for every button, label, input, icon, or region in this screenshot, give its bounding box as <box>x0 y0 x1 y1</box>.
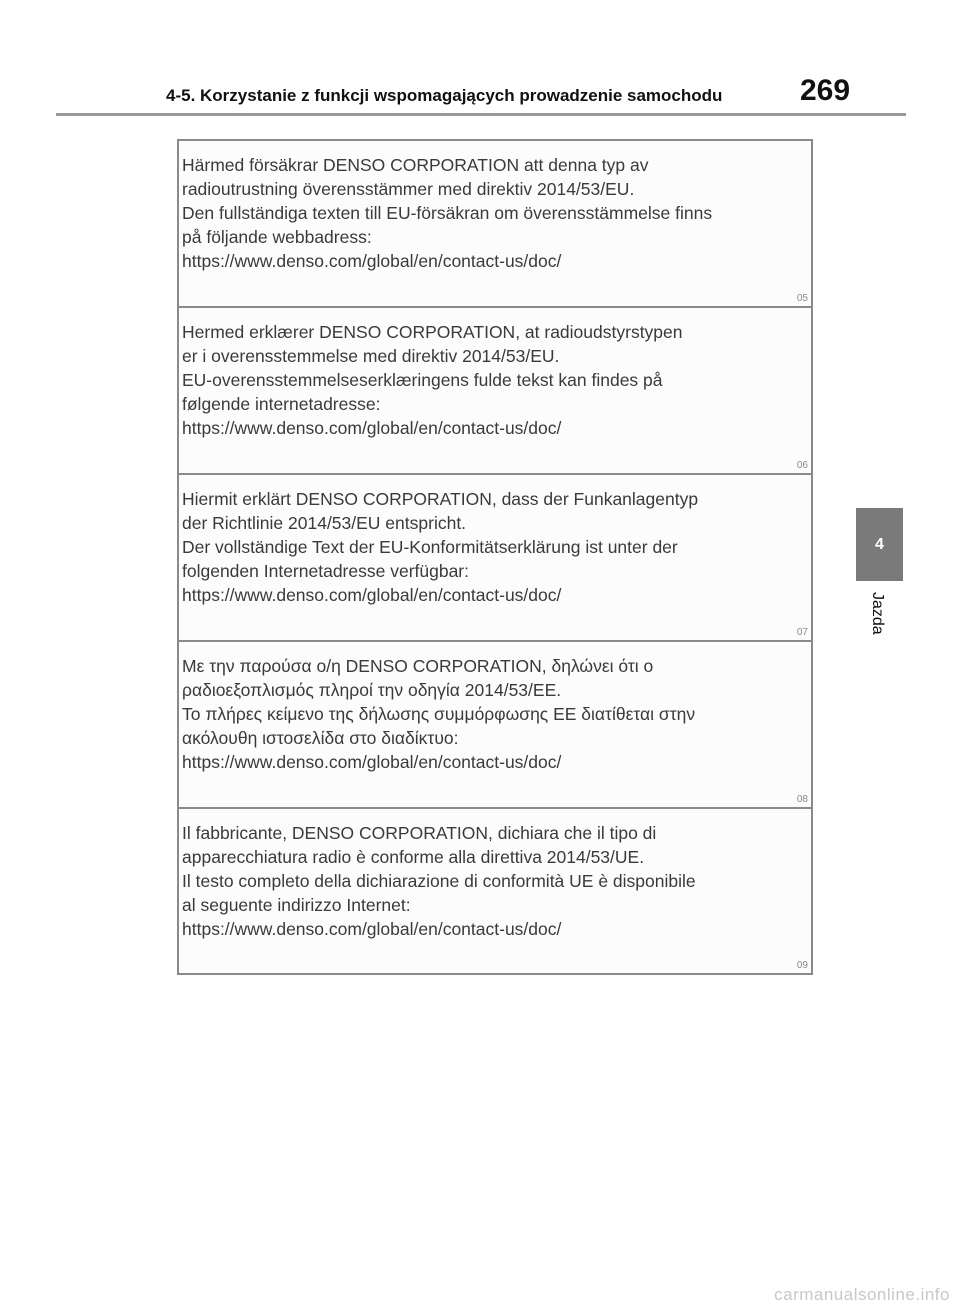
declaration-line: Härmed försäkrar DENSO CORPORATION att denna typ av <box>182 155 649 175</box>
page-number: 269 <box>800 74 851 107</box>
declaration-code: 05 <box>796 293 808 304</box>
page-header-title: 4-5. Korzystanie z funkcji wspomagających prowadzenie samochodu <box>166 86 723 105</box>
declaration-url: https://www.denso.com/global/en/contact-us/doc/ <box>182 585 562 605</box>
chapter-number: 4 <box>875 535 884 553</box>
watermark: carmanualsonline.info <box>774 1285 950 1304</box>
declaration-line: Den fullständiga texten till EU-försäkran om överensstämmelse finns <box>182 203 713 223</box>
declaration-code: 09 <box>796 960 808 971</box>
declaration-code: 08 <box>796 794 808 805</box>
declaration-block <box>179 308 811 475</box>
declaration-line: al seguente indirizzo Internet: <box>182 895 411 915</box>
declaration-line: er i overensstemmelse med direktiv 2014/53/EU. <box>182 346 560 366</box>
declaration-line: følgende internetadresse: <box>182 394 381 414</box>
declaration-line: apparecchiatura radio è conforme alla direttiva 2014/53/UE. <box>182 847 645 867</box>
chapter-label: Jazda <box>869 592 886 635</box>
declaration-line: radioutrustning överensstämmer med direktiv 2014/53/EU. <box>182 179 635 199</box>
chapter-tab[interactable] <box>856 508 903 581</box>
declaration-url: https://www.denso.com/global/en/contact-us/doc/ <box>182 919 562 939</box>
declaration-block <box>179 642 811 809</box>
header-divider <box>56 113 906 116</box>
declaration-code: 07 <box>796 627 808 638</box>
declaration-block <box>179 475 811 642</box>
declaration-line: EU-overensstemmelseserklæringens fulde tekst kan findes på <box>182 370 663 390</box>
declaration-block <box>179 809 811 973</box>
declaration-line: Il testo completo della dichiarazione di conformità UE è disponibile <box>182 871 696 891</box>
declaration-code: 06 <box>796 460 808 471</box>
declaration-line: ακόλουθη ιστοσελίδα στο διαδίκτυο: <box>182 728 459 748</box>
declaration-line: Hermed erklærer DENSO CORPORATION, at radioudstyrstypen <box>182 322 683 342</box>
declaration-line: der Richtlinie 2014/53/EU entspricht. <box>182 513 467 533</box>
declaration-url: https://www.denso.com/global/en/contact-us/doc/ <box>182 418 562 438</box>
declaration-line: Hiermit erklärt DENSO CORPORATION, dass der Funkanlagentyp <box>182 489 699 509</box>
declaration-line: Με την παρούσα ο/η DENSO CORPORATION, δηλώνει ότι ο <box>182 656 654 676</box>
declarations-table <box>177 139 813 975</box>
declaration-line: Il fabbricante, DENSO CORPORATION, dichiara che il tipo di <box>182 823 657 843</box>
declaration-line: på följande webbadress: <box>182 227 372 247</box>
declaration-line: Το πλήρες κείμενο της δήλωσης συμμόρφωσης ΕΕ διατίθεται στην <box>182 704 696 724</box>
declaration-url: https://www.denso.com/global/en/contact-us/doc/ <box>182 752 562 772</box>
declaration-url: https://www.denso.com/global/en/contact-us/doc/ <box>182 251 562 271</box>
declaration-line: Der vollständige Text der EU-Konformitätserklärung ist unter der <box>182 537 678 557</box>
declaration-line: folgenden Internetadresse verfügbar: <box>182 561 469 581</box>
declaration-block <box>179 141 811 308</box>
declaration-line: ραδιοεξοπλισμός πληροί την οδηγία 2014/53/ΕΕ. <box>182 680 562 700</box>
